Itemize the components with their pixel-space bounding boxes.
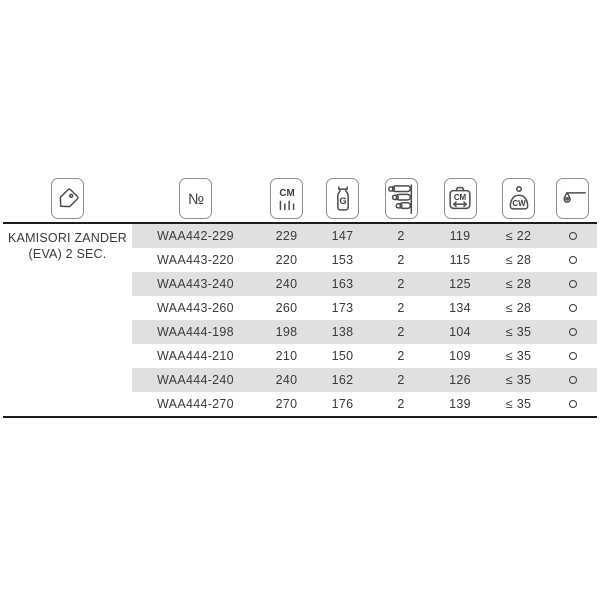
sections-cell: 2 [371,368,431,392]
length-cell: 260 [275,301,298,315]
length-cell: 198 [259,320,314,344]
availability-cell [548,224,597,248]
product-column-header [3,178,132,222]
sections-cell: 2 [371,320,431,344]
length-column-header [259,178,314,222]
transport-header-label: CM [453,192,467,202]
weight-header-label: G [338,195,347,206]
rod-tip-drop-icon [556,178,589,219]
availability-cell [548,320,597,344]
weight-cell: 150 [331,349,354,363]
availability-cell [548,344,597,368]
weight-cell: 147 [314,224,371,248]
product-name-line2: (EVA) 2 SEC. [28,247,107,261]
spec-table-header [3,175,597,224]
transport-length-column-header [431,178,489,222]
casting-weight-icon [502,178,535,219]
weight-grams-icon [326,178,359,219]
spec-table [3,175,597,418]
transport-length-cell: 134 [449,301,471,315]
product-label-spacer [3,368,132,392]
availability-circle-icon [569,328,577,336]
availability-cell [548,272,597,296]
casting-weight-cell: ≤ 35 [505,349,532,363]
casting-weight-cell: ≤ 35 [489,368,548,392]
weight-cell: 173 [331,301,354,315]
product-label-spacer [3,296,132,320]
casting-weight-cell: ≤ 35 [505,397,532,411]
availability-circle-icon [569,376,577,384]
transport-length-cell: 139 [449,397,471,411]
model-cell: WAA444-270 [157,397,234,411]
table-row [3,320,597,344]
sections-cell: 2 [397,253,405,267]
length-cell: 270 [275,397,298,411]
transport-length-cell: 126 [431,368,489,392]
model-cell: WAA444-240 [132,368,259,392]
sections-column-header [371,178,431,222]
length-header-label: CM [278,187,295,199]
availability-cell [548,392,597,416]
model-cell: WAA442-229 [132,224,259,248]
product-label-spacer [3,344,132,368]
product-label-spacer [3,272,132,296]
availability-circle-icon [569,256,577,264]
rod-sections-icon [385,178,418,219]
availability-circle-icon [569,304,577,312]
table-row [3,272,597,296]
product-label-spacer [3,320,132,344]
weight-cell: 163 [314,272,371,296]
table-row [3,368,597,392]
length-cell: 229 [259,224,314,248]
casting-weight-cell: ≤ 35 [489,320,548,344]
weight-cell: 176 [331,397,354,411]
casting-weight-cell: ≤ 22 [489,224,548,248]
length-cell: 240 [259,272,314,296]
product-label-spacer [3,392,132,416]
table-row [3,344,597,368]
weight-cell: 138 [314,320,371,344]
availability-circle-icon [569,352,577,360]
table-row [3,296,597,320]
availability-cell [548,296,597,320]
model-cell: WAA444-210 [157,349,234,363]
weight-cell: 162 [314,368,371,392]
casting-weight-cell: ≤ 28 [505,301,532,315]
availability-circle-icon [569,280,577,288]
sections-cell: 2 [371,272,431,296]
model-header-label: № [187,190,204,208]
transport-length-cell: 104 [431,320,489,344]
availability-circle-icon [569,232,577,240]
casting-weight-cell: ≤ 28 [489,272,548,296]
model-number-icon [179,178,212,219]
length-cell: 210 [275,349,298,363]
sections-cell: 2 [397,349,405,363]
model-cell: WAA443-260 [157,301,234,315]
model-cell: WAA443-220 [157,253,234,267]
transport-length-cell: 119 [431,224,489,248]
product-name-line1: KAMISORI ZANDER [8,231,127,245]
weight-column-header [314,178,371,222]
transport-length-cell: 109 [449,349,471,363]
weight-cell: 153 [331,253,354,267]
transport-length-cell: 125 [431,272,489,296]
model-cell: WAA444-198 [132,320,259,344]
sections-cell: 2 [397,397,405,411]
sections-cell: 2 [397,301,405,315]
availability-circle-icon [569,400,577,408]
table-row [3,392,597,416]
tip-column-header [548,178,597,222]
length-cm-ruler-icon [270,178,303,219]
product-name [3,230,132,262]
transport-length-cell: 115 [449,253,471,267]
casting-weight-column-header [489,178,548,222]
length-cell: 240 [259,368,314,392]
casting-header-label: CW [511,198,526,208]
model-cell: WAA443-240 [132,272,259,296]
casting-weight-cell: ≤ 28 [505,253,532,267]
transport-length-case-icon [444,178,477,219]
availability-cell [548,248,597,272]
availability-cell [548,368,597,392]
length-cell: 220 [275,253,298,267]
table-rows [3,224,597,418]
model-column-header [132,178,259,222]
sections-cell: 2 [371,224,431,248]
tag-icon [51,178,84,219]
